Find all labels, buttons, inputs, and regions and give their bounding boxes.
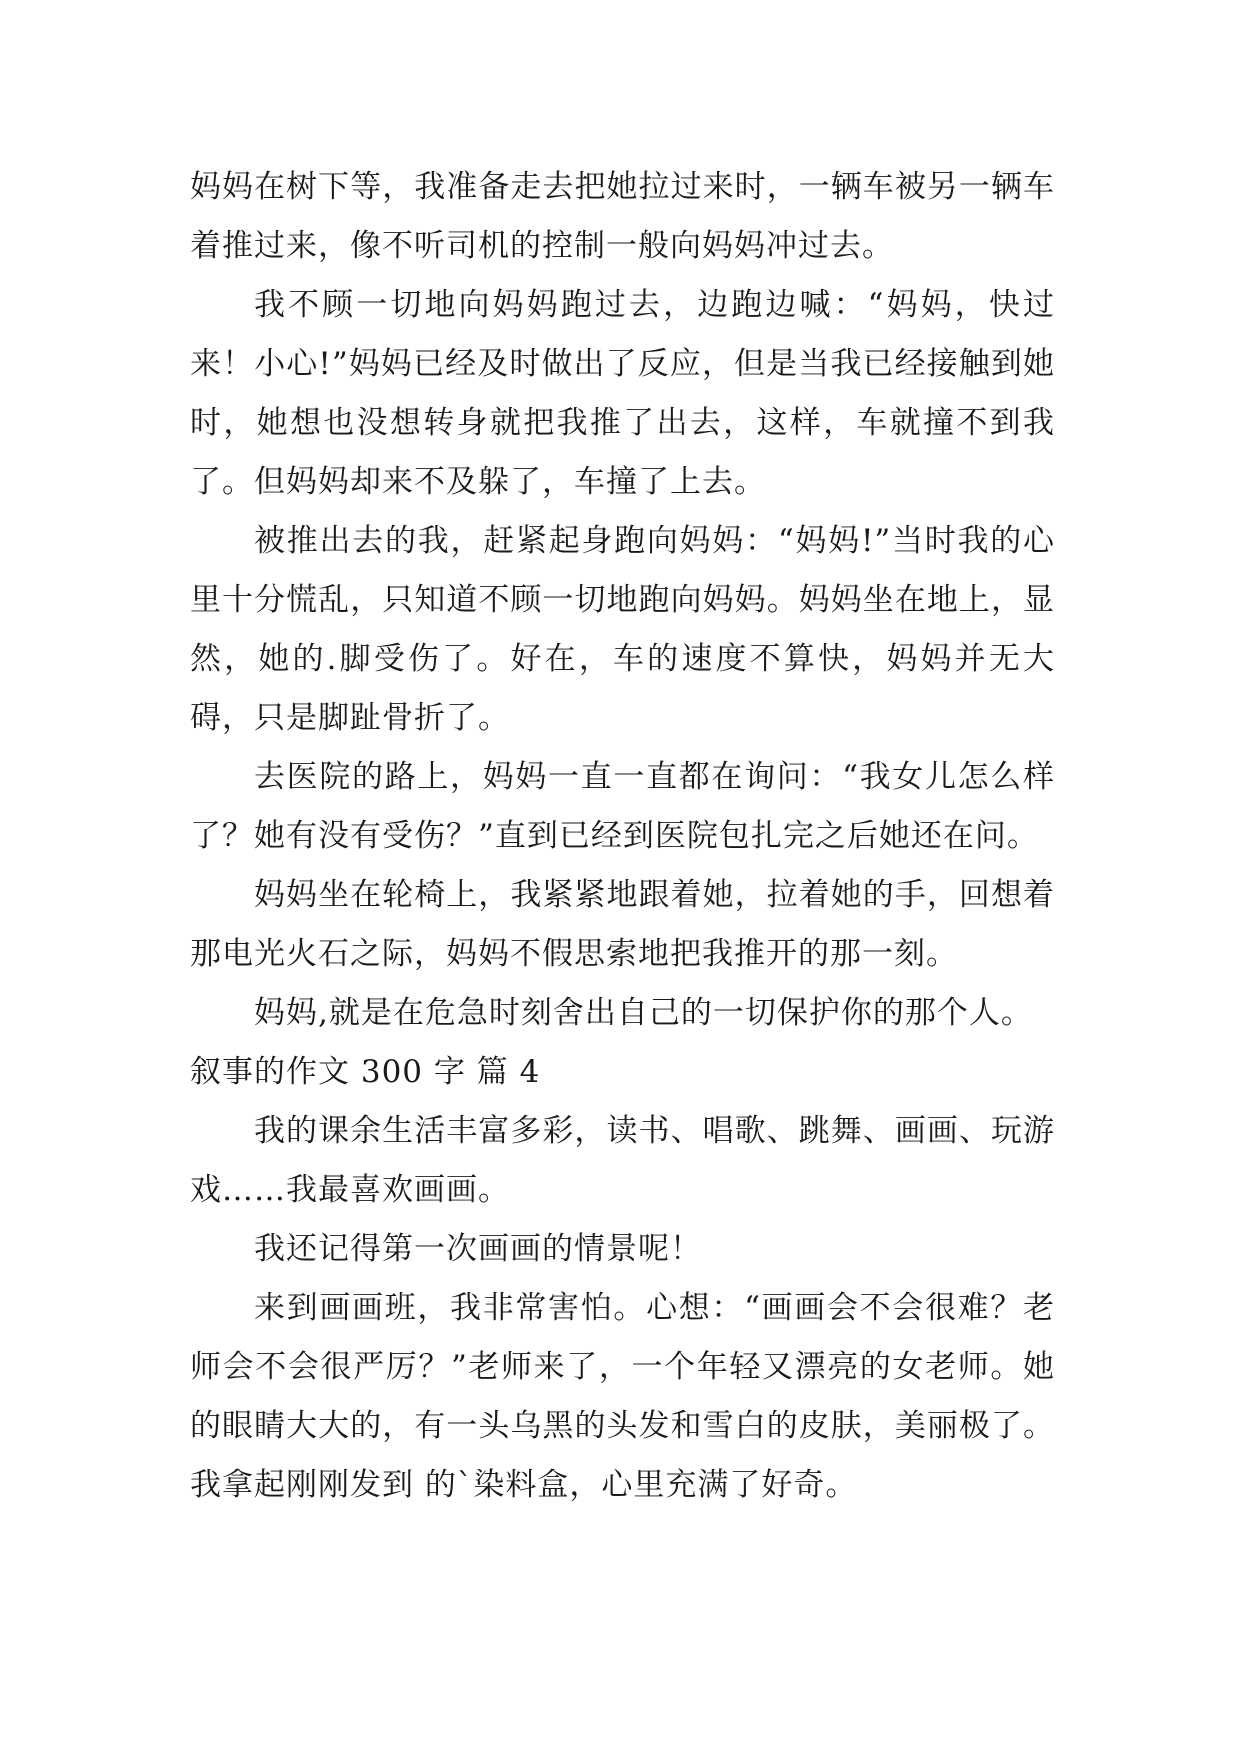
paragraph-5: 妈妈坐在轮椅上，我紧紧地跟着她，拉着她的手，回想着那电光火石之际，妈妈不假思索地把我推开的那一刻。 — [190, 877, 1055, 972]
section-heading: 叙事的作文 300 字 篇 4 — [190, 1054, 541, 1090]
paragraph-6: 妈妈,就是在危急时刻舍出自己的一切保护你的那个人。 — [254, 995, 1033, 1031]
paragraph-7: 我的课余生活丰富多彩，读书、唱歌、跳舞、画画、玩游戏……我最喜欢画画。 — [190, 1113, 1055, 1208]
document-body — [190, 158, 1055, 1515]
paragraph-2: 我不顾一切地向妈妈跑过去，边跑边喊：“妈妈，快过来！小心!”妈妈已经及时做出了反应，但是当我已经接触到她时，她想也没想转身就把我推了出去，这样，车就撞不到我了。但妈妈却来不及躲了，车撞了上去。 — [190, 287, 1055, 500]
paragraph-8: 我还记得第一次画画的情景呢！ — [254, 1231, 702, 1267]
paragraph-9: 来到画画班，我非常害怕。心想：“画画会不会很难？老师会不会很严厉？”老师来了，一个年轻又漂亮的女老师。她的眼睛大大的，有一头乌黑的头发和雪白的皮肤，美丽极了。我拿起刚刚发到 的`染料盒，心里充满了好奇。 — [190, 1290, 1055, 1503]
paragraph-4: 去医院的路上，妈妈一直一直都在询问：“我女儿怎么样了？她有没有受伤？”直到已经到医院包扎完之后她还在问。 — [190, 759, 1055, 854]
paragraph-3: 被推出去的我，赶紧起身跑向妈妈：“妈妈!”当时我的心里十分慌乱，只知道不顾一切地跑向妈妈。妈妈坐在地上，显然，她的.脚受伤了。好在，车的速度不算快，妈妈并无大碍，只是脚趾骨折了。 — [190, 523, 1055, 736]
paragraph-1: 妈妈在树下等，我准备走去把她拉过来时，一辆车被另一辆车着推过来，像不听司机的控制一般向妈妈冲过去。 — [190, 169, 1055, 264]
